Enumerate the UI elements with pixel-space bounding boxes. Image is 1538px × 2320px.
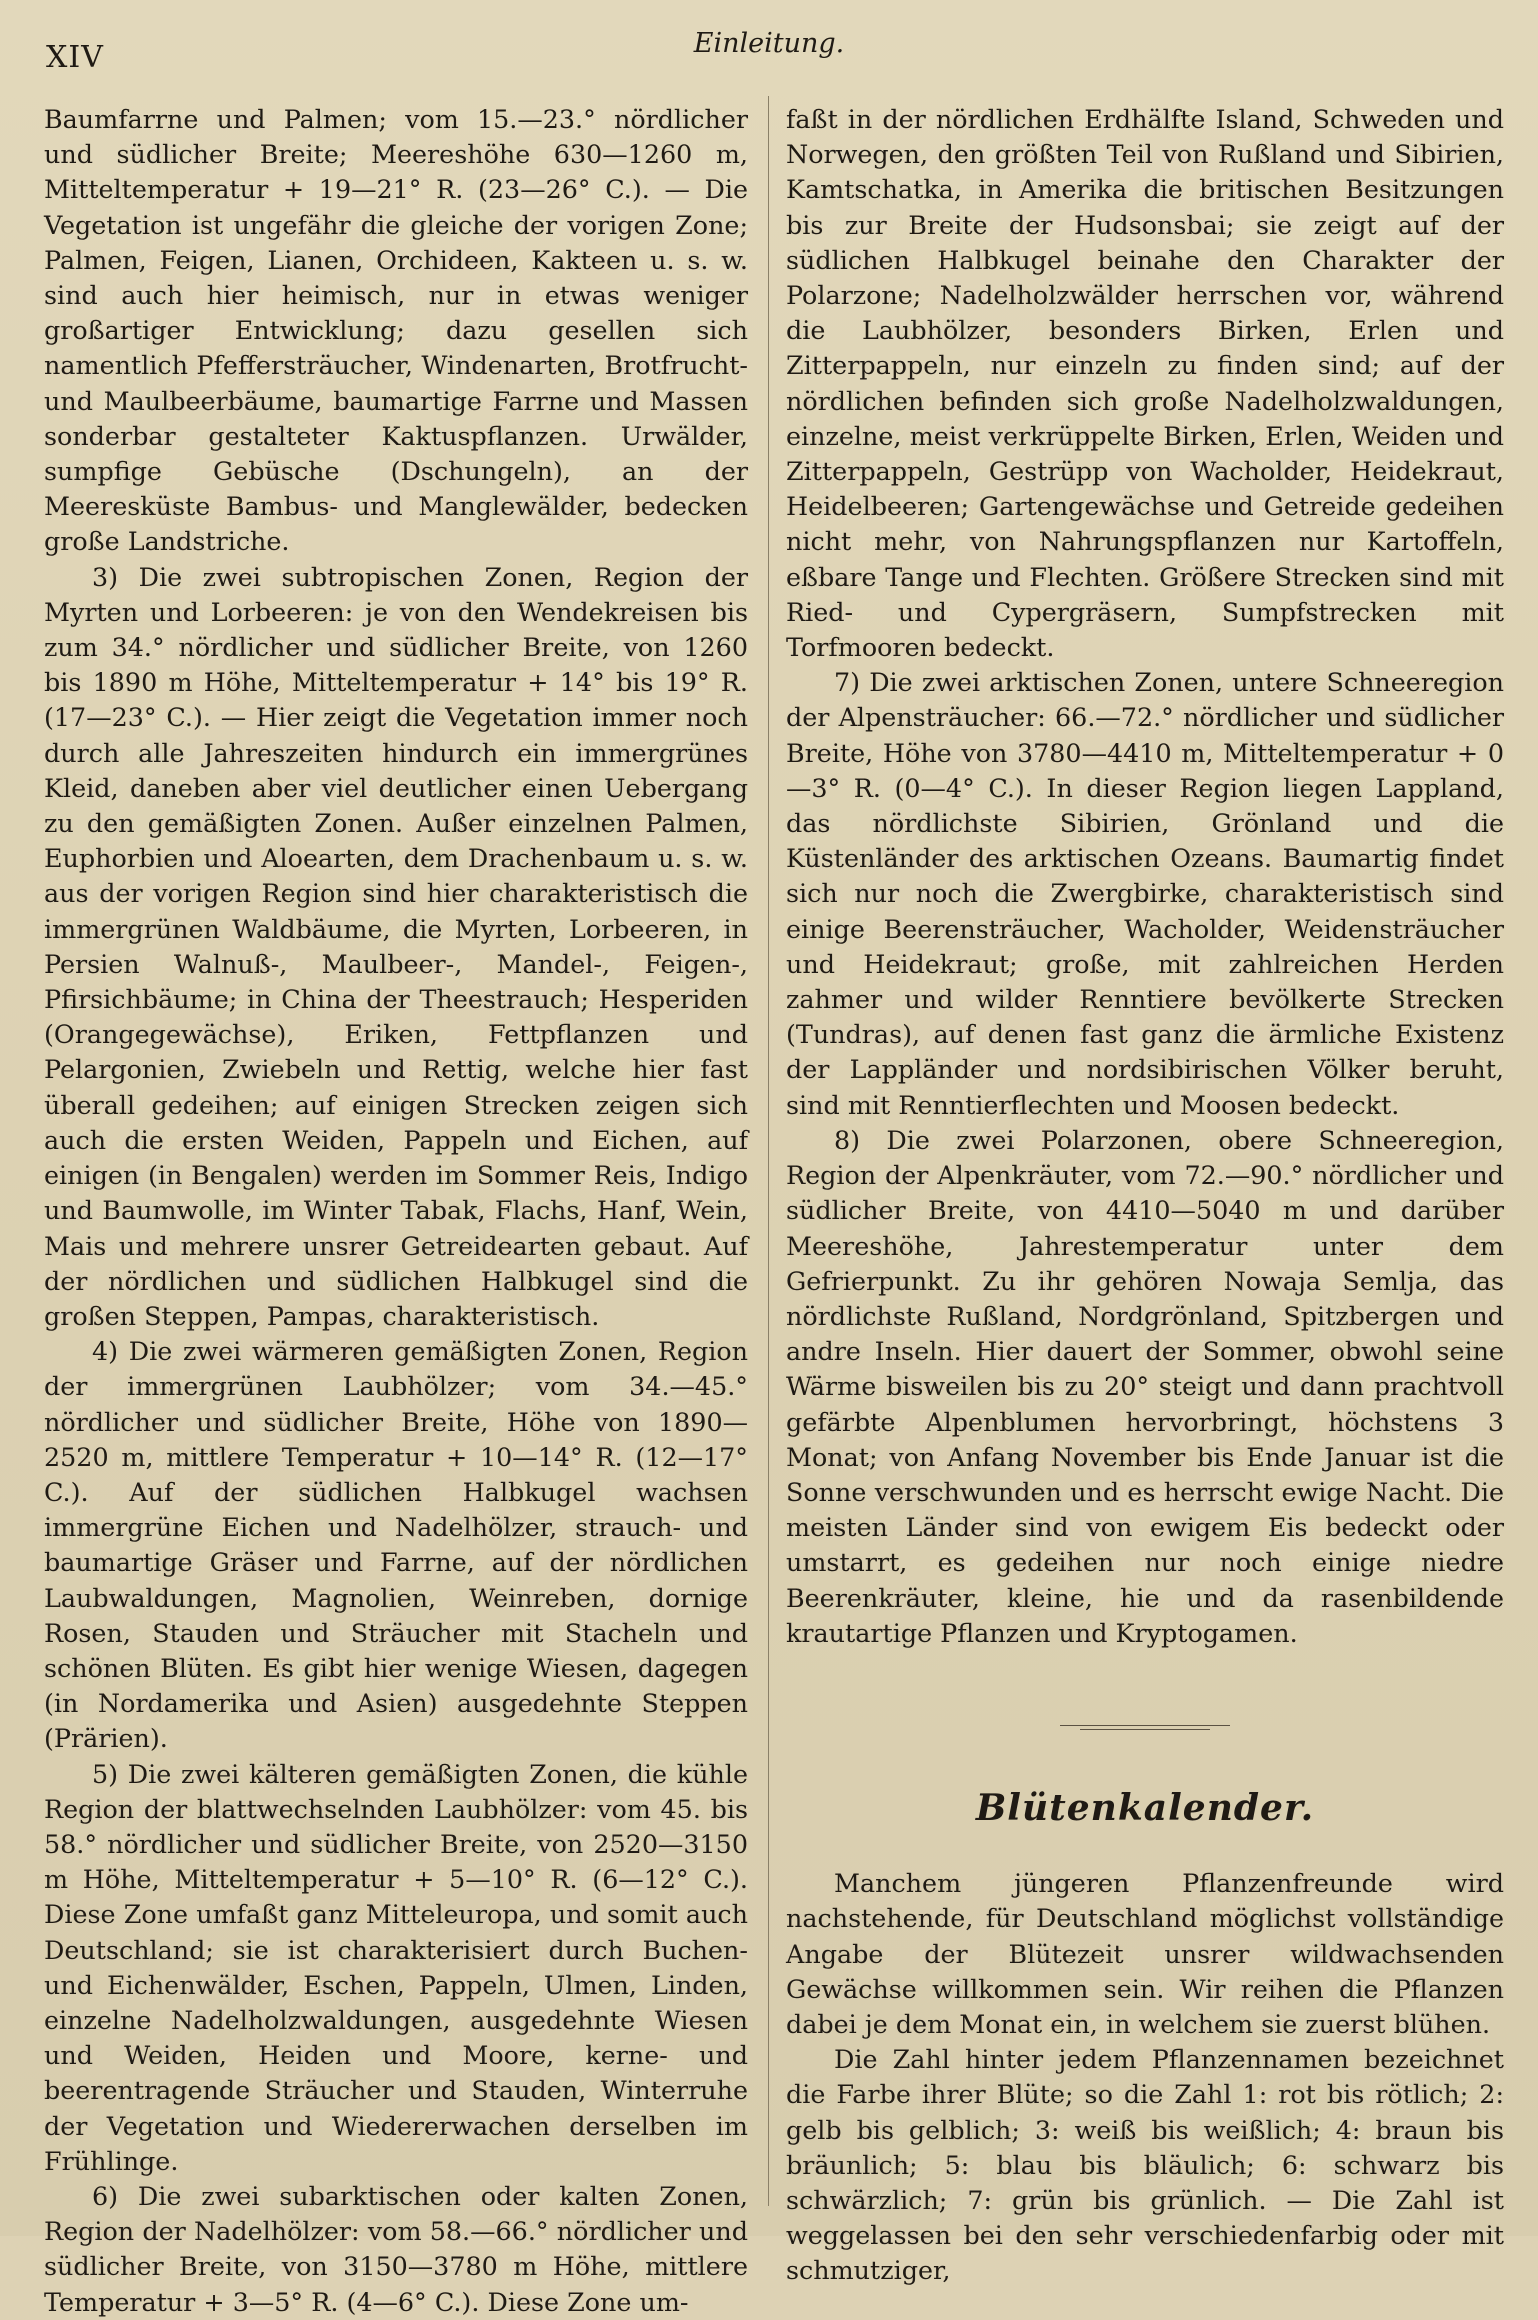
paragraph-bluetenkalender-colors: Die Zahl hinter jedem Pflanzennamen bezeichnet die Farbe ihrer Blüte; so die Zahl 1: rot bis rötlich; 2: gelb bis gelblich; 3: weiß bis weißlich; 4: braun bis bräunlich; 5: blau bis bläulich; 6: schwarz bis schwärzlich; 7: grün bis grünlich. — Die Zahl ist weggelassen bei den sehr verschiedenfarbig oder mit schmutziger, [786, 2044, 1504, 2286]
running-title: Einleitung. [693, 28, 845, 59]
page-number: XIV [46, 40, 104, 75]
column-divider [768, 96, 769, 2206]
paragraph-zone-7: 7) Die zwei arktischen Zonen, untere Schneeregion der Alpensträucher: 66.—72.° nördlicher und südlicher Breite, Höhe von 3780—4410 m, Mitteltemperatur + 0—3° R. (0—4° C.). In dieser Region liegen Lappland, das nördlichste Sibirien, Grönland und die Küstenländer des arktischen Ozeans. Baumartig findet sich nur noch die Zwergbirke, charakteristisch sind einige Beerensträucher, Wacholder, Weidensträucher und Heidekraut; große, mit zahlreichen Herden zahmer und wilder Renntiere bevölkerte Strecken (Tundras), auf denen fast ganz die ärmliche Existenz der Lappländer und nordsibirischen Völker beruht, sind mit Renntierflechten und Moosen bedeckt. [786, 667, 1504, 1120]
section-divider [1060, 1723, 1230, 1733]
paragraph-bluetenkalender-intro: Manchem jüngeren Pflanzenfreunde wird nachstehende, für Deutschland möglichst vollständige Angabe der Blütezeit unsrer wildwachsenden Gewächse willkommen sein. Wir reihen die Pflanzen dabei je dem Monat ein, in welchem sie zuerst blühen. [786, 1868, 1504, 2039]
paragraph-zone-5: 5) Die zwei kälteren gemäßigten Zonen, die kühle Region der blattwechselnden Laubhölzer: vom 45. bis 58.° nördlicher und südlicher Breite, von 2520—3150 m Höhe, Mitteltemperatur + 5—10° R. (6—12° C.). Diese Zone umfaßt ganz Mitteleuropa, und somit auch Deutschland; sie ist charakterisiert durch Buchen- und Eichenwälder, Eschen, Pappeln, Ulmen, Linden, einzelne Nadelholzwaldungen, ausgedehnte Wiesen und Weiden, Heiden und Moore, kerne- und beerentragende Sträucher und Stauden, Winterruhe der Vegetation und Wiedererwachen derselben im Frühlinge. [44, 1758, 748, 2176]
right-column [786, 102, 1504, 2289]
section-title: Blütenkalender. [975, 1786, 1315, 1829]
paragraph-zone-2-continued: Baumfarrne und Palmen; vom 15.—23.° nördlicher und südlicher Breite; Meereshöhe 630—1260 m, Mitteltemperatur + 19—21° R. (23—26° C.). — Die Vegetation ist ungefähr die gleiche der vorigen Zone; Palmen, Feigen, Lianen, Orchideen, Kakteen u. s. w. sind auch hier heimisch, nur in etwas weniger großartiger Entwicklung; dazu gesellen sich namentlich Pfeffersträucher, Windenarten, Brotfrucht- und Maulbeerbäume, baumartige Farrne und Massen sonderbar gestalteter Kaktuspflanzen. Urwälder, sumpfige Gebüsche (Dschungeln), an der Meeresküste Bambus- und Manglewälder, bedecken große Landstriche. [44, 104, 748, 557]
paragraph-zone-3: 3) Die zwei subtropischen Zonen, Region der Myrten und Lorbeeren: je von den Wendekreisen bis zum 34.° nördlicher und südlicher Breite, von 1260 bis 1890 m Höhe, Mitteltemperatur + 14° bis 19° R. (17—23° C.). — Hier zeigt die Vegetation immer noch durch alle Jahreszeiten hindurch ein immergrünes Kleid, daneben aber viel deutlicher einen Uebergang zu den gemäßigten Zonen. Außer einzelnen Palmen, Euphorbien und Aloearten, dem Drachenbaum u. s. w. aus der vorigen Region sind hier charakteristisch die immergrünen Waldbäume, die Myrten, Lorbeeren, in Persien Walnuß-, Maulbeer-, Mandel-, Feigen-, Pfirsichbäume; in China der Theestrauch; Hesperiden (Orangegewächse), Eriken, Fettpflanzen und Pelargonien, Zwiebeln und Rettig, welche hier fast überall gedeihen; auf einigen Strecken zeigen sich auch die ersten Weiden, Pappeln und Eichen, auf einigen (in Bengalen) werden im Sommer Reis, Indigo und Baumwolle, im Winter Tabak, Flachs, Hanf, Wein, Mais und mehrere unsrer Getreidearten gebaut. Auf der nördlichen und südlichen Halbkugel sind die großen Steppen, Pampas, charakteristisch. [44, 561, 748, 1331]
left-column [44, 102, 748, 2320]
paragraph-zone-4: 4) Die zwei wärmeren gemäßigten Zonen, Region der immergrünen Laubhölzer; vom 34.—45.° nördlicher und südlicher Breite, Höhe von 1890—2520 m, mittlere Temperatur + 10—14° R. (12—17° C.). Auf der südlichen Halbkugel wachsen immergrüne Eichen und Nadelhölzer, strauch- und baumartige Gräser und Farrne, auf der nördlichen Laubwaldungen, Magnolien, Weinreben, dornige Rosen, Stauden und Sträucher mit Stacheln und schönen Blüten. Es gibt hier wenige Wiesen, dagegen (in Nordamerika und Asien) ausgedehnte Steppen (Prärien). [44, 1336, 748, 1754]
paragraph-zone-6-continued: faßt in der nördlichen Erdhälfte Island, Schweden und Norwegen, den größten Teil von Rußland und Sibirien, Kamtschatka, in Amerika die britischen Besitzungen bis zur Breite der Hudsonsbai; sie zeigt auf der südlichen Halbkugel beinahe den Charakter der Polarzone; Nadelholzwälder herrschen vor, während die Laubhölzer, besonders Birken, Erlen und Zitterpappeln, nur einzeln zu finden sind; auf der nördlichen befinden sich große Nadelholzwaldungen, einzelne, meist verkrüppelte Birken, Erlen, Weiden und Zitterpappeln, Gestrüpp von Wacholder, Heidekraut, Heidelbeeren; Gartengewächse und Getreide gedeihen nicht mehr, von Nahrungspflanzen nur Kartoffeln, eßbare Tange und Flechten. Größere Strecken sind mit Ried- und Cypergräsern, Sumpfstrecken mit Torfmooren bedeckt. [786, 104, 1504, 663]
paragraph-zone-8: 8) Die zwei Polarzonen, obere Schneeregion, Region der Alpenkräuter, vom 72.—90.° nördlicher und südlicher Breite, von 4410—5040 m und darüber Meereshöhe, Jahrestemperatur unter dem Gefrierpunkt. Zu ihr gehören Nowaja Semlja, das nördlichste Rußland, Nordgrönland, Spitzbergen und andre Inseln. Hier dauert der Sommer, obwohl seine Wärme bisweilen bis zu 20° steigt und dann prachtvoll gefärbte Alpenblumen hervorbringt, höchstens 3 Monat; von Anfang November bis Ende Januar ist die Sonne verschwunden und es herrscht ewige Nacht. Die meisten Länder sind von ewigem Eis bedeckt oder umstarrt, es gedeihen nur noch einige niedre Beerenkräuter, kleine, hie und da rasenbildende krautartige Pflanzen und Kryptogamen. [786, 1124, 1504, 1648]
paragraph-zone-6: 6) Die zwei subarktischen oder kalten Zonen, Region der Nadelhölzer: vom 58.—66.° nördlicher und südlicher Breite, von 3150—3780 m Höhe, mittlere Temperatur + 3—5° R. (4—6° C.). Diese Zone um- [44, 2180, 748, 2317]
